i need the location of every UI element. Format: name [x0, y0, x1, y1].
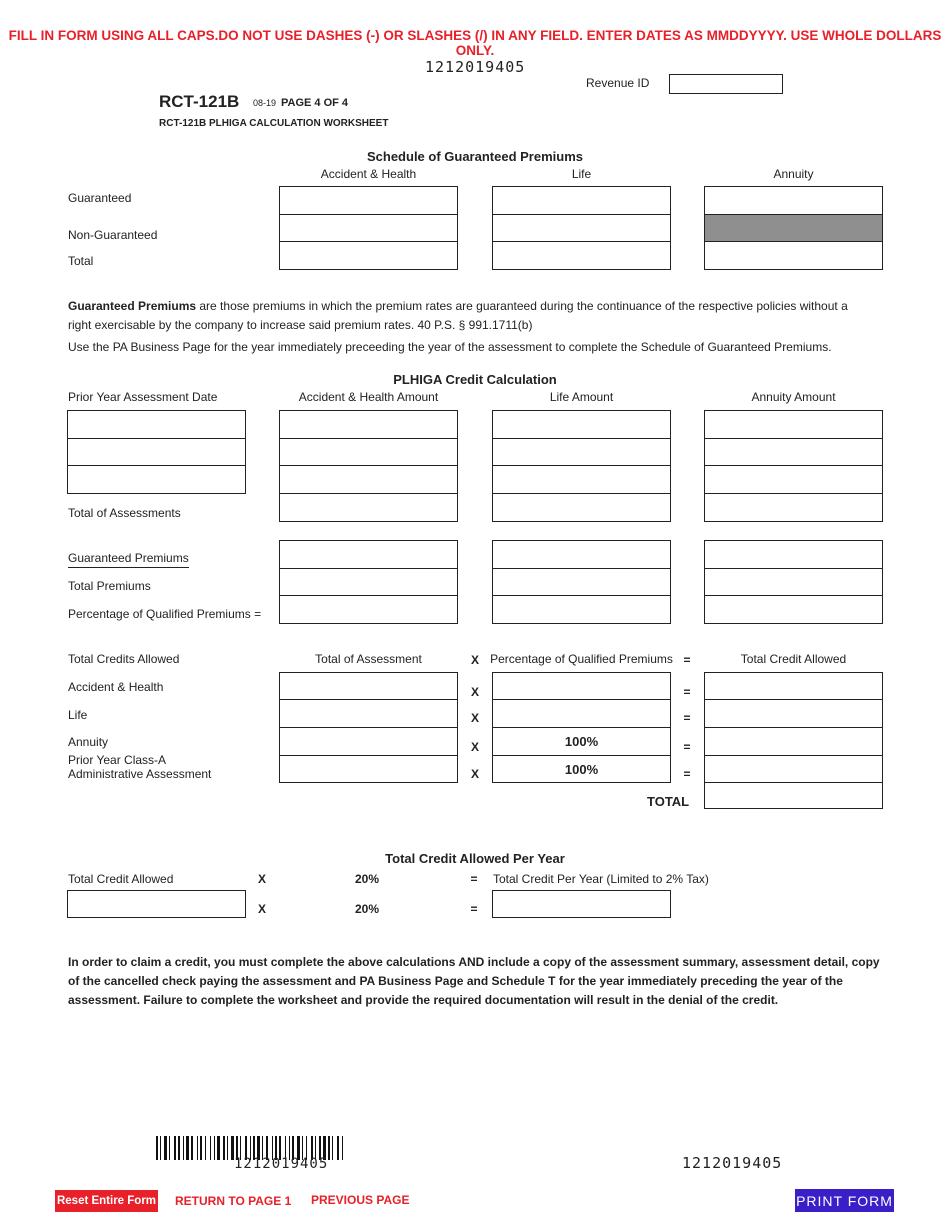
barcode-bar — [217, 1136, 220, 1160]
barcode-bar — [332, 1136, 333, 1160]
ah-total-assessments-input[interactable] — [279, 493, 458, 522]
credit-ah-x: X — [470, 685, 479, 699]
assessment-date-3-field[interactable] — [68, 466, 245, 493]
schedule-col-life: Life — [571, 167, 592, 181]
credit-class-a-pct — [492, 755, 671, 783]
nonguaranteed-annuity-disabled — [704, 214, 883, 242]
ah-guaranteed-premiums-input[interactable] — [279, 540, 458, 569]
schedule-row-total: Total — [68, 254, 94, 268]
barcode-number: 1212019405 — [234, 1156, 329, 1172]
life-pct-qualified-field[interactable] — [493, 596, 670, 623]
barcode-bar — [178, 1136, 180, 1160]
annuity-amount-3-field[interactable] — [705, 466, 882, 493]
ah-guaranteed-premiums-field[interactable] — [280, 541, 457, 568]
life-guaranteed-premiums-input[interactable] — [492, 540, 671, 569]
credit-life-x: X — [470, 711, 479, 725]
barcode-bar — [200, 1136, 202, 1160]
annuity-guaranteed-premiums-field[interactable] — [705, 541, 882, 568]
per-year-result-input[interactable] — [492, 890, 671, 918]
credits-row-annuity: Annuity — [68, 735, 109, 749]
credit-class-a-x: X — [470, 767, 479, 781]
credit-ah-eq: = — [683, 685, 691, 699]
credit-life-assessment-input[interactable] — [279, 699, 458, 728]
assessment-date-1-field[interactable] — [68, 411, 245, 438]
life-amount-3-input[interactable] — [492, 465, 671, 494]
barcode-bar — [186, 1136, 189, 1160]
per-year-eq: = — [470, 902, 478, 916]
worksheet-title: RCT-121B PLHIGA CALCULATION WORKSHEET — [159, 118, 389, 129]
barcode-bar — [205, 1136, 206, 1160]
guaranteed-ah-field[interactable] — [280, 187, 457, 214]
definition-text-2: right exercisable by the company to increase said premium rates. 40 P.S. § 991.1711(b) — [68, 318, 533, 332]
credit-class-a-eq: = — [683, 767, 691, 781]
schedule-row-guaranteed: Guaranteed — [68, 191, 132, 205]
life-total-assessments-input[interactable] — [492, 493, 671, 522]
instructions-banner: FILL IN FORM USING ALL CAPS.DO NOT USE DASHES (-) OR SLASHES (/) IN ANY FIELD. ENTER DATES AS MMDDYYYY. USE WHOLE DOLLARS ONLY. — [8, 28, 942, 58]
credits-row-ah: Accident & Health — [68, 680, 164, 694]
ah-total-premiums-input[interactable] — [279, 568, 458, 596]
per-year-col-result: Total Credit Per Year (Limited to 2% Tax) — [493, 872, 709, 886]
nonguaranteed-life-field[interactable] — [493, 215, 670, 241]
guaranteed-annuity-input[interactable] — [704, 186, 883, 215]
credit-annuity-allowed-field[interactable] — [705, 728, 882, 755]
per-year-credit-field[interactable] — [68, 891, 245, 917]
barcode-bar — [164, 1136, 167, 1160]
credit-col-annuity: Annuity Amount — [751, 390, 836, 404]
annuity-total-premiums-field[interactable] — [705, 569, 882, 595]
life-total-assessments-field[interactable] — [493, 494, 670, 521]
credits-col-credit: Total Credit Allowed — [740, 652, 847, 666]
definition-term: Guaranteed Premiums — [68, 299, 197, 313]
annuity-guaranteed-premiums-input[interactable] — [704, 540, 883, 569]
credit-ah-assessment-input[interactable] — [279, 672, 458, 700]
credit-col-life: Life Amount — [549, 390, 614, 404]
schedule-col-annuity: Annuity — [773, 167, 814, 181]
annuity-pct-qualified-input[interactable] — [704, 595, 883, 624]
barcode-bar — [223, 1136, 225, 1160]
credit-class-a-allowed-input[interactable] — [704, 755, 883, 783]
life-amount-3-field[interactable] — [493, 466, 670, 493]
ah-amount-2-input[interactable] — [279, 438, 458, 466]
credit-annuity-x: X — [470, 740, 479, 754]
credit-class-a-assessment-field[interactable] — [280, 756, 457, 782]
credits-header-x: X — [470, 653, 479, 667]
credit-annuity-pct-value: 100% — [564, 734, 599, 749]
credit-ah-pct-field[interactable] — [493, 673, 670, 699]
life-amount-1-field[interactable] — [493, 411, 670, 438]
barcode-bar — [191, 1136, 193, 1160]
annuity-amount-2-field[interactable] — [705, 439, 882, 465]
page-of: PAGE 4 OF 4 — [281, 97, 349, 109]
annuity-pct-qualified-field[interactable] — [705, 596, 882, 623]
barcode-bar — [160, 1136, 161, 1160]
per-year-pct: 20% — [355, 902, 380, 916]
credit-life-allowed-field[interactable] — [705, 700, 882, 727]
guaranteed-life-field[interactable] — [493, 187, 670, 214]
ah-amount-3-field[interactable] — [280, 466, 457, 493]
revenue-id-input[interactable] — [669, 74, 783, 94]
assessment-date-3-input[interactable] — [67, 465, 246, 494]
credit-annuity-assessment-input[interactable] — [279, 727, 458, 756]
barcode-bar — [227, 1136, 228, 1160]
credit-class-a-pct-value: 100% — [564, 761, 599, 777]
credit-annuity-eq: = — [683, 740, 691, 754]
barcode-bar — [183, 1136, 184, 1160]
credit-ah-allowed-field[interactable] — [705, 673, 882, 699]
barcode-bar — [174, 1136, 176, 1160]
footer-code: 1212019405 — [682, 1154, 783, 1172]
guaranteed-annuity-field[interactable] — [705, 187, 882, 214]
credits-col-total-assessment: Total of Assessment — [315, 652, 422, 666]
credit-ah-assessment-field[interactable] — [280, 673, 457, 699]
annuity-amount-2-input[interactable] — [704, 438, 883, 466]
barcode-bar — [156, 1136, 158, 1160]
total-premiums-label: Total Premiums — [68, 579, 151, 593]
per-year-header-x: X — [257, 872, 266, 886]
guaranteed-ah-input[interactable] — [279, 186, 458, 215]
ah-total-assessments-field[interactable] — [280, 494, 457, 521]
credits-row-class-a-line2: Administrative Assessment — [68, 767, 212, 781]
life-amount-2-field[interactable] — [493, 439, 670, 465]
total-life-input[interactable] — [492, 241, 671, 270]
revenue-id-label: Revenue ID — [586, 76, 650, 90]
nonguaranteed-life-input[interactable] — [492, 214, 671, 242]
annuity-amount-1-field[interactable] — [705, 411, 882, 438]
per-year-header-eq: = — [470, 872, 478, 886]
credit-calc-title: PLHIGA Credit Calculation — [393, 372, 557, 387]
barcode-bar — [214, 1136, 215, 1160]
schedule-title: Schedule of Guaranteed Premiums — [366, 149, 583, 164]
credits-row-class-a — [68, 753, 211, 781]
ah-amount-2-field[interactable] — [280, 439, 457, 465]
life-amount-1-input[interactable] — [492, 410, 671, 439]
previous-page-button[interactable]: PREVIOUS PAGE — [311, 1193, 410, 1207]
nonguaranteed-ah-field[interactable] — [280, 215, 457, 241]
credits-allowed-title: Total Credits Allowed — [68, 652, 180, 666]
annuity-total-assessments-field[interactable] — [705, 494, 882, 521]
credit-class-a-allowed-field[interactable] — [705, 756, 882, 782]
ah-total-premiums-field[interactable] — [280, 569, 457, 595]
per-year-result-field[interactable] — [493, 891, 670, 917]
reset-form-button[interactable]: Reset Entire Form — [55, 1190, 158, 1212]
credit-ah-pct-input[interactable] — [492, 672, 671, 700]
barcode-bar — [337, 1136, 339, 1160]
print-form-button[interactable]: PRINT FORM — [795, 1189, 894, 1212]
notice-paragraph: In order to claim a credit, you must complete the above calculations AND include a copy of the assessment summary, assessment detail, copy of the cancelled check paying the assessment and PA Business Page and Schedule T for the year immediately preceding the year of the assessment. Failure to complete the worksheet and provide the required documentation will result in the denial of the credit. — [68, 955, 880, 1007]
guaranteed-premiums-label: Guaranteed Premiums — [68, 551, 189, 568]
per-year-title: Total Credit Allowed Per Year — [385, 851, 565, 866]
credits-col-pct: Percentage of Qualified Premiums — [490, 652, 673, 666]
credit-life-allowed-input[interactable] — [704, 699, 883, 728]
life-total-premiums-field[interactable] — [493, 569, 670, 595]
credit-class-a-assessment-input[interactable] — [279, 755, 458, 783]
form-id: RCT-121B — [159, 92, 240, 111]
definition-paragraph — [68, 297, 888, 335]
revenue-id-field[interactable] — [670, 75, 782, 93]
per-year-credit-input[interactable] — [67, 890, 246, 918]
barcode-bar — [328, 1136, 330, 1160]
credit-total-field[interactable] — [705, 783, 882, 808]
schedule-col-ah: Accident & Health — [320, 167, 417, 181]
return-to-page-1-button[interactable]: RETURN TO PAGE 1 — [175, 1194, 292, 1208]
barcode-bar — [197, 1136, 198, 1160]
annuity-total-assessments-input[interactable] — [704, 493, 883, 522]
pct-qualified-label: Percentage of Qualified Premiums = — [68, 607, 262, 621]
annuity-amount-3-input[interactable] — [704, 465, 883, 494]
total-annuity-field[interactable] — [705, 242, 882, 269]
credit-annuity-allowed-input[interactable] — [704, 727, 883, 756]
total-annuity-input[interactable] — [704, 241, 883, 270]
per-year-header-pct: 20% — [355, 872, 380, 886]
credit-life-eq: = — [683, 711, 691, 725]
barcode-bar — [169, 1136, 170, 1160]
assessment-date-2-field[interactable] — [68, 439, 245, 465]
credit-col-ah: Accident & Health Amount — [298, 390, 439, 404]
credits-header-eq: = — [683, 653, 691, 667]
total-assessments-label: Total of Assessments — [68, 506, 181, 520]
life-pct-qualified-input[interactable] — [492, 595, 671, 624]
credits-row-life: Life — [68, 708, 88, 722]
annuity-total-premiums-input[interactable] — [704, 568, 883, 596]
ah-pct-qualified-field[interactable] — [280, 596, 457, 623]
credit-life-pct-input[interactable] — [492, 699, 671, 728]
assessment-date-2-input[interactable] — [67, 438, 246, 466]
barcode-bar — [210, 1136, 211, 1160]
form-code-top: 1212019405 — [425, 58, 526, 76]
ah-pct-qualified-input[interactable] — [279, 595, 458, 624]
definition-text: are those premiums in which the premium rates are guaranteed during the continuance of the respective policies without a — [196, 299, 848, 313]
ah-amount-3-input[interactable] — [279, 465, 458, 494]
credit-col-date: Prior Year Assessment Date — [68, 390, 218, 404]
per-year-x: X — [257, 902, 266, 916]
per-year-col-credit: Total Credit Allowed — [68, 872, 174, 886]
credit-total-input[interactable] — [704, 782, 883, 809]
total-ah-input[interactable] — [279, 241, 458, 270]
barcode-bar — [342, 1136, 343, 1160]
credit-annuity-assessment-field[interactable] — [280, 728, 457, 755]
nonguaranteed-ah-input[interactable] — [279, 214, 458, 242]
definition-instruction: Use the PA Business Page for the year immediately preceeding the year of the assessment to complete the Schedule of Guaranteed Premiums. — [68, 340, 832, 354]
ah-amount-1-input[interactable] — [279, 410, 458, 439]
ah-amount-1-field[interactable] — [280, 411, 457, 438]
total-label: TOTAL — [647, 794, 690, 809]
form-version: 08-19 — [253, 98, 277, 108]
credit-ah-allowed-input[interactable] — [704, 672, 883, 700]
total-life-field[interactable] — [493, 242, 670, 269]
total-ah-field[interactable] — [280, 242, 457, 269]
credits-row-class-a-line1: Prior Year Class-A — [68, 753, 167, 767]
life-total-premiums-input[interactable] — [492, 568, 671, 596]
life-amount-2-input[interactable] — [492, 438, 671, 466]
guaranteed-life-input[interactable] — [492, 186, 671, 215]
credit-annuity-pct — [492, 727, 671, 756]
credit-life-pct-field[interactable] — [493, 700, 670, 727]
life-guaranteed-premiums-field[interactable] — [493, 541, 670, 568]
assessment-date-1-input[interactable] — [67, 410, 246, 439]
schedule-row-nonguaranteed: Non-Guaranteed — [68, 228, 158, 242]
annuity-amount-1-input[interactable] — [704, 410, 883, 439]
credit-life-assessment-field[interactable] — [280, 700, 457, 727]
